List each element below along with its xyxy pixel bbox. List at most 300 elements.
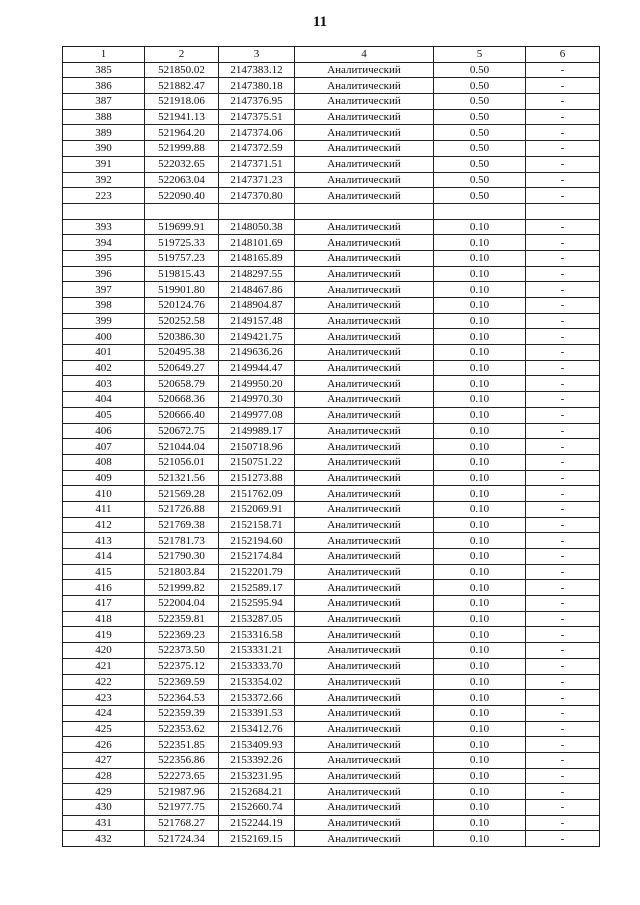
table-cell: - [526,188,600,204]
table-cell: - [526,596,600,612]
table-cell: 0.50 [434,109,526,125]
table-cell: Аналитический [295,768,434,784]
table-cell: - [526,643,600,659]
table-cell: 2153412.76 [219,721,295,737]
table-cell: Аналитический [295,643,434,659]
table-cell: 0.10 [434,407,526,423]
table-row [63,658,600,674]
table-cell: 413 [63,533,145,549]
table-cell: 410 [63,486,145,502]
table-row [63,203,600,219]
table-row [63,517,600,533]
column-header: 2 [145,47,219,63]
table-cell: 2147371.23 [219,172,295,188]
table-cell: 0.10 [434,800,526,816]
table-row [63,94,600,110]
table-cell: 521724.34 [145,831,219,847]
table-cell: - [526,392,600,408]
table-cell: 0.10 [434,690,526,706]
table-cell: - [526,470,600,486]
table-row [63,156,600,172]
table-cell: Аналитический [295,172,434,188]
table-cell: - [526,407,600,423]
table-cell [145,203,219,219]
table-cell: 0.10 [434,219,526,235]
table-row [63,423,600,439]
table-cell: 397 [63,282,145,298]
table-cell: 409 [63,470,145,486]
table-cell: 2147370.80 [219,188,295,204]
table-cell: 520386.30 [145,329,219,345]
table-row [63,580,600,596]
table-cell: Аналитический [295,564,434,580]
table-cell: 223 [63,188,145,204]
column-header: 1 [63,47,145,63]
table-cell: Аналитический [295,156,434,172]
table-cell: 521987.96 [145,784,219,800]
table-row [63,392,600,408]
coordinates-table [62,46,600,847]
table-cell: 521999.82 [145,580,219,596]
table-cell: 522353.62 [145,721,219,737]
table-cell: 519725.33 [145,235,219,251]
table-cell: 0.10 [434,815,526,831]
table-cell: 522356.86 [145,752,219,768]
table-cell: 2153287.05 [219,611,295,627]
table-cell: 0.10 [434,643,526,659]
table-cell: Аналитический [295,705,434,721]
table-cell: 2153316.58 [219,627,295,643]
table-cell: Аналитический [295,219,434,235]
table-cell: 522090.40 [145,188,219,204]
table-cell: - [526,752,600,768]
table-cell: - [526,721,600,737]
table-cell: 390 [63,141,145,157]
table-cell: Аналитический [295,313,434,329]
table-cell: 432 [63,831,145,847]
table-cell: Аналитический [295,784,434,800]
table-cell: 2147374.06 [219,125,295,141]
table-cell: 521321.56 [145,470,219,486]
table-cell: Аналитический [295,658,434,674]
table-cell: 2153231.95 [219,768,295,784]
table-cell: 521999.88 [145,141,219,157]
table-cell: 401 [63,345,145,361]
table-cell: 2147372.59 [219,141,295,157]
table-cell: Аналитический [295,611,434,627]
table-cell: Аналитический [295,501,434,517]
table-cell: 522364.53 [145,690,219,706]
table-row [63,360,600,376]
table-cell: 0.10 [434,360,526,376]
table-cell: 520666.40 [145,407,219,423]
table-cell: Аналитический [295,486,434,502]
table-cell [434,203,526,219]
table-cell: Аналитический [295,109,434,125]
table-cell: Аналитический [295,266,434,282]
table-row [63,721,600,737]
table-cell: 0.50 [434,141,526,157]
table-cell: 521768.27 [145,815,219,831]
table-cell: 415 [63,564,145,580]
table-cell: 0.10 [434,345,526,361]
table-cell: Аналитический [295,815,434,831]
table-cell: - [526,690,600,706]
table-cell: 2152169.15 [219,831,295,847]
table-cell: 403 [63,376,145,392]
table-cell: 408 [63,454,145,470]
table-cell: 2153391.53 [219,705,295,721]
table-cell: 0.10 [434,454,526,470]
table-cell: Аналитический [295,737,434,753]
table-cell: - [526,784,600,800]
table-cell: 0.10 [434,549,526,565]
table-row [63,329,600,345]
column-header: 3 [219,47,295,63]
table-cell: Аналитический [295,298,434,314]
table-cell: - [526,674,600,690]
table-cell: 0.10 [434,580,526,596]
table-cell: 0.10 [434,486,526,502]
table-cell: 522273.65 [145,768,219,784]
table-cell: 521850.02 [145,62,219,78]
table-cell: Аналитический [295,721,434,737]
table-cell: 427 [63,752,145,768]
table-cell: Аналитический [295,674,434,690]
table-body [63,62,600,846]
table-cell: 392 [63,172,145,188]
table-cell: 0.50 [434,94,526,110]
table-cell: 0.50 [434,78,526,94]
table-cell: 522359.39 [145,705,219,721]
table-cell: 520252.58 [145,313,219,329]
table-row [63,219,600,235]
table-cell: 0.10 [434,705,526,721]
table-cell: - [526,266,600,282]
table-cell: 420 [63,643,145,659]
table-cell [526,203,600,219]
table-cell: Аналитический [295,831,434,847]
table-row [63,266,600,282]
table-cell: 2150751.22 [219,454,295,470]
table-cell: 0.10 [434,564,526,580]
table-cell: 520672.75 [145,423,219,439]
table-cell: 522375.12 [145,658,219,674]
table-row [63,564,600,580]
table-cell: - [526,564,600,580]
table-cell: 0.10 [434,250,526,266]
table-cell: - [526,156,600,172]
table-cell: 522032.65 [145,156,219,172]
table-cell: 2149989.17 [219,423,295,439]
table-cell: 0.10 [434,627,526,643]
table-cell: Аналитический [295,690,434,706]
table-cell: 0.10 [434,768,526,784]
table-header-row [63,47,600,63]
table-cell: 2152244.19 [219,815,295,831]
table-cell: 0.50 [434,125,526,141]
table-cell: - [526,94,600,110]
table-cell: 385 [63,62,145,78]
table-cell: 521977.75 [145,800,219,816]
table-cell [295,203,434,219]
table-cell [63,203,145,219]
table-cell: - [526,439,600,455]
table-cell: - [526,376,600,392]
table-row [63,501,600,517]
table-cell: 521803.84 [145,564,219,580]
table-cell: - [526,800,600,816]
table-cell: 520649.27 [145,360,219,376]
table-cell: - [526,62,600,78]
table-cell: 0.10 [434,658,526,674]
table-cell: 0.10 [434,313,526,329]
table-row [63,737,600,753]
table-cell: - [526,313,600,329]
table-cell: - [526,831,600,847]
table-cell: 2152660.74 [219,800,295,816]
table-cell: 412 [63,517,145,533]
table-cell: - [526,329,600,345]
table-cell: 0.10 [434,674,526,690]
table-cell: 387 [63,94,145,110]
table-cell: Аналитический [295,517,434,533]
table-row [63,470,600,486]
table-cell: 421 [63,658,145,674]
table-cell: Аналитический [295,800,434,816]
table-cell: 419 [63,627,145,643]
table-cell: 2152194.60 [219,533,295,549]
table-cell: 521056.01 [145,454,219,470]
table-cell: 0.10 [434,470,526,486]
table-cell: 2147371.51 [219,156,295,172]
table-cell: 407 [63,439,145,455]
table-cell: 405 [63,407,145,423]
table-cell: Аналитический [295,392,434,408]
table-cell: 2148904.87 [219,298,295,314]
table-cell: 522373.50 [145,643,219,659]
table-cell: 521882.47 [145,78,219,94]
table-cell: 0.50 [434,172,526,188]
table-cell: Аналитический [295,423,434,439]
table-cell: Аналитический [295,94,434,110]
table-cell: 521569.28 [145,486,219,502]
table-cell: Аналитический [295,627,434,643]
table-cell: 520495.38 [145,345,219,361]
table-cell: - [526,298,600,314]
table-cell: 406 [63,423,145,439]
table-cell: 522359.81 [145,611,219,627]
table-cell: - [526,768,600,784]
table-cell: Аналитический [295,282,434,298]
table-cell: 0.10 [434,298,526,314]
table-cell: Аналитический [295,439,434,455]
table-cell: 423 [63,690,145,706]
table-cell: 2149157.48 [219,313,295,329]
table-cell: - [526,109,600,125]
table-cell: 520668.36 [145,392,219,408]
table-row [63,439,600,455]
table-cell: 422 [63,674,145,690]
table-cell: 425 [63,721,145,737]
table-cell: 0.10 [434,376,526,392]
table-row [63,313,600,329]
table-row [63,752,600,768]
table-row [63,690,600,706]
table-cell: 519815.43 [145,266,219,282]
table-cell: 2148297.55 [219,266,295,282]
table-cell: 0.10 [434,611,526,627]
table-cell: 2149421.75 [219,329,295,345]
table-cell: 2150718.96 [219,439,295,455]
table-cell: 2149977.08 [219,407,295,423]
table-row [63,815,600,831]
table-cell: 2152174.84 [219,549,295,565]
table-row [63,78,600,94]
column-header: 5 [434,47,526,63]
table-cell: 2153392.26 [219,752,295,768]
table-cell: 414 [63,549,145,565]
page-number: 11 [312,14,328,30]
table-cell: 2152201.79 [219,564,295,580]
table-cell: Аналитический [295,580,434,596]
table-cell: 402 [63,360,145,376]
table-cell: 0.10 [434,423,526,439]
table-cell: Аналитический [295,345,434,361]
table-cell: 2147376.95 [219,94,295,110]
table-cell: 0.10 [434,533,526,549]
table-cell: Аналитический [295,454,434,470]
table-cell: 521044.04 [145,439,219,455]
table-cell: 522351.85 [145,737,219,753]
table-cell: Аналитический [295,752,434,768]
table-cell: 2148165.89 [219,250,295,266]
table-cell: - [526,533,600,549]
table-cell: 429 [63,784,145,800]
table-cell: 2153372.66 [219,690,295,706]
table-cell: 519699.91 [145,219,219,235]
table-cell: Аналитический [295,78,434,94]
table-cell: 395 [63,250,145,266]
table-cell: 426 [63,737,145,753]
table-cell: 417 [63,596,145,612]
table-cell: - [526,78,600,94]
table-cell: 0.10 [434,752,526,768]
table-cell: 0.10 [434,721,526,737]
table-cell: 424 [63,705,145,721]
table-cell: 0.10 [434,784,526,800]
table-row [63,533,600,549]
table-cell: 391 [63,156,145,172]
table-cell: 2149970.30 [219,392,295,408]
table-cell: Аналитический [295,141,434,157]
table-cell: 522004.04 [145,596,219,612]
table-cell: Аналитический [295,407,434,423]
table-cell: 521918.06 [145,94,219,110]
table-row [63,282,600,298]
table-row [63,768,600,784]
table-cell: Аналитический [295,188,434,204]
table-cell: - [526,454,600,470]
table-cell: 520658.79 [145,376,219,392]
table-cell: 522369.59 [145,674,219,690]
table-cell: 394 [63,235,145,251]
table-cell [219,203,295,219]
table-cell: - [526,517,600,533]
table-row [63,643,600,659]
table-row [63,235,600,251]
table-cell: 2152595.94 [219,596,295,612]
table-cell: 2148467.86 [219,282,295,298]
table-cell: 0.10 [434,439,526,455]
table-cell: 0.10 [434,501,526,517]
table-row [63,627,600,643]
table-row [63,250,600,266]
table-row [63,125,600,141]
table-cell: 0.50 [434,188,526,204]
table-cell: Аналитический [295,533,434,549]
table-row [63,705,600,721]
table-cell: - [526,737,600,753]
table-cell: Аналитический [295,596,434,612]
table-cell: 2151762.09 [219,486,295,502]
table-row [63,141,600,157]
table-cell: Аналитический [295,250,434,266]
table-cell: - [526,658,600,674]
table-cell: 0.10 [434,596,526,612]
table-cell: 2147375.51 [219,109,295,125]
table-cell: 2148101.69 [219,235,295,251]
table-cell: 0.50 [434,156,526,172]
table-cell: 0.50 [434,62,526,78]
table-row [63,784,600,800]
table-row [63,674,600,690]
table-cell: 0.10 [434,329,526,345]
table-cell: 521726.88 [145,501,219,517]
table-cell: 404 [63,392,145,408]
table-row [63,172,600,188]
table-row [63,376,600,392]
table-cell: Аналитический [295,470,434,486]
table-row [63,800,600,816]
table-cell: - [526,219,600,235]
table-cell: 2152158.71 [219,517,295,533]
table-row [63,549,600,565]
table-cell: 521941.13 [145,109,219,125]
table-cell: 2149950.20 [219,376,295,392]
column-header: 6 [526,47,600,63]
table-row [63,486,600,502]
table-cell: 0.10 [434,517,526,533]
table-cell: 2152589.17 [219,580,295,596]
table-cell: - [526,486,600,502]
table-cell: - [526,360,600,376]
table-cell: Аналитический [295,376,434,392]
table-cell: 0.10 [434,392,526,408]
table-cell: - [526,815,600,831]
table-row [63,109,600,125]
table-row [63,188,600,204]
table-row [63,345,600,361]
table-cell: 2147383.12 [219,62,295,78]
table-row [63,298,600,314]
table-cell: - [526,345,600,361]
table-cell: - [526,611,600,627]
table-cell: 519757.23 [145,250,219,266]
table-cell: 0.10 [434,831,526,847]
table-cell: - [526,549,600,565]
table-cell: 520124.76 [145,298,219,314]
